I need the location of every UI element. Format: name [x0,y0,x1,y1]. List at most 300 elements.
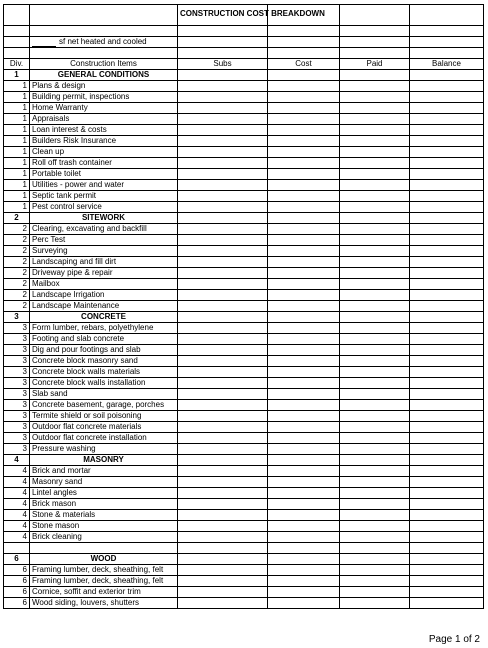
paid-cell[interactable] [340,488,410,499]
balance-cell[interactable] [410,213,484,224]
paid-cell[interactable] [340,136,410,147]
balance-cell[interactable] [410,70,484,81]
sqft-blank[interactable] [32,38,56,47]
subs-cell[interactable] [178,488,268,499]
cost-cell[interactable] [268,279,340,290]
division-number: 3 [4,356,30,367]
table-row [4,235,484,246]
construction-item: Concrete basement, garage, porches [30,400,178,411]
subs-cell[interactable] [178,510,268,521]
division-number: 1 [4,191,30,202]
paid-cell[interactable] [340,598,410,609]
cost-cell[interactable] [268,521,340,532]
construction-item: Loan interest & costs [30,125,178,136]
sqft-field[interactable] [30,37,178,48]
construction-item: Septic tank permit [30,191,178,202]
subs-cell[interactable] [178,279,268,290]
cost-cell[interactable] [268,158,340,169]
construction-item: Dig and pour footings and slab [30,345,178,356]
construction-item: Framing lumber, deck, sheathing, felt [30,565,178,576]
construction-item [30,543,178,554]
header-balance: Balance [410,59,484,70]
table-row [4,268,484,279]
paid-cell[interactable] [340,565,410,576]
cost-cell[interactable] [268,554,340,565]
section-heading: CONCRETE [30,312,178,323]
cost-cell[interactable] [268,323,340,334]
balance-cell[interactable] [410,598,484,609]
paid-cell[interactable] [340,180,410,191]
cost-cell[interactable] [268,345,340,356]
table-row [4,521,484,532]
construction-item: Portable toilet [30,169,178,180]
subs-cell[interactable] [178,466,268,477]
paid-cell[interactable] [340,422,410,433]
table-row [4,301,484,312]
division-number: 1 [4,180,30,191]
construction-item: Landscape Maintenance [30,301,178,312]
cost-cell[interactable] [268,433,340,444]
cost-cell[interactable] [268,543,340,554]
cost-cell[interactable] [268,411,340,422]
division-number: 4 [4,532,30,543]
balance-cell[interactable] [410,389,484,400]
paid-cell[interactable] [340,499,410,510]
construction-item: Framing lumber, deck, sheathing, felt [30,576,178,587]
subs-cell[interactable] [178,543,268,554]
subs-cell[interactable] [178,191,268,202]
construction-item: Building permit, inspections [30,92,178,103]
cost-cell[interactable] [268,378,340,389]
balance-cell[interactable] [410,81,484,92]
paid-cell[interactable] [340,235,410,246]
construction-item: Mailbox [30,279,178,290]
cost-cell[interactable] [268,499,340,510]
balance-cell[interactable] [410,433,484,444]
subs-cell[interactable] [178,411,268,422]
balance-cell[interactable] [410,268,484,279]
subs-cell[interactable] [178,312,268,323]
balance-cell[interactable] [410,444,484,455]
division-number: 1 [4,147,30,158]
construction-item: Concrete block walls materials [30,367,178,378]
paid-cell[interactable] [340,411,410,422]
division-number: 6 [4,576,30,587]
construction-item: Perc Test [30,235,178,246]
cost-cell[interactable] [268,81,340,92]
cost-cell[interactable] [268,356,340,367]
subs-cell[interactable] [178,499,268,510]
paid-cell[interactable] [340,114,410,125]
table-row [4,81,484,92]
paid-cell[interactable] [340,466,410,477]
subs-cell[interactable] [178,345,268,356]
paid-cell[interactable] [340,400,410,411]
sqft-label: sf net heated and cooled [59,37,147,46]
cost-cell[interactable] [268,389,340,400]
table-row [4,158,484,169]
balance-cell[interactable] [410,323,484,334]
construction-item: Outdoor flat concrete materials [30,422,178,433]
cost-cell[interactable] [268,400,340,411]
cost-cell[interactable] [268,224,340,235]
cost-cell[interactable] [268,257,340,268]
cost-cell[interactable] [268,235,340,246]
cost-cell[interactable] [268,367,340,378]
subs-cell[interactable] [178,202,268,213]
construction-item: Stone mason [30,521,178,532]
table-row [4,488,484,499]
cost-cell[interactable] [268,312,340,323]
balance-cell[interactable] [410,312,484,323]
division-number: 1 [4,103,30,114]
paid-cell[interactable] [340,543,410,554]
subs-cell[interactable] [178,565,268,576]
table-row [4,180,484,191]
cost-cell[interactable] [268,334,340,345]
cost-cell[interactable] [268,191,340,202]
balance-cell[interactable] [410,499,484,510]
balance-cell[interactable] [410,246,484,257]
paid-cell[interactable] [340,433,410,444]
section-heading: GENERAL CONDITIONS [30,70,178,81]
cost-cell[interactable] [268,246,340,257]
subs-cell[interactable] [178,81,268,92]
balance-cell[interactable] [410,587,484,598]
balance-cell[interactable] [410,543,484,554]
subs-cell[interactable] [178,521,268,532]
paid-cell[interactable] [340,389,410,400]
balance-cell[interactable] [410,169,484,180]
construction-item: Outdoor flat concrete installation [30,433,178,444]
balance-cell[interactable] [410,202,484,213]
balance-cell[interactable] [410,367,484,378]
division-number: 3 [4,312,30,323]
subs-cell[interactable] [178,125,268,136]
balance-cell[interactable] [410,136,484,147]
balance-cell[interactable] [410,466,484,477]
construction-item: Slab sand [30,389,178,400]
division-number: 3 [4,345,30,356]
division-number: 2 [4,246,30,257]
table-row [4,477,484,488]
subs-cell[interactable] [178,103,268,114]
table-row [4,246,484,257]
subs-cell[interactable] [178,169,268,180]
division-number: 1 [4,202,30,213]
paid-cell[interactable] [340,312,410,323]
cost-cell[interactable] [268,510,340,521]
subs-cell[interactable] [178,92,268,103]
cost-cell[interactable] [268,565,340,576]
balance-cell[interactable] [410,345,484,356]
paid-cell[interactable] [340,378,410,389]
balance-cell[interactable] [410,532,484,543]
subs-cell[interactable] [178,323,268,334]
construction-item: Utilities - power and water [30,180,178,191]
division-number: 3 [4,323,30,334]
spacer-row [4,26,484,37]
paid-cell[interactable] [340,301,410,312]
balance-cell[interactable] [410,92,484,103]
paid-cell[interactable] [340,224,410,235]
balance-cell[interactable] [410,378,484,389]
paid-cell[interactable] [340,268,410,279]
subs-cell[interactable] [178,235,268,246]
division-number: 6 [4,565,30,576]
subs-cell[interactable] [178,587,268,598]
table-row [4,499,484,510]
balance-cell[interactable] [410,334,484,345]
balance-cell[interactable] [410,554,484,565]
balance-cell[interactable] [410,180,484,191]
construction-item: Concrete block masonry sand [30,356,178,367]
paid-cell[interactable] [340,521,410,532]
paid-cell[interactable] [340,279,410,290]
subs-cell[interactable] [178,158,268,169]
section-heading: SITEWORK [30,213,178,224]
paid-cell[interactable] [340,444,410,455]
table-row [4,444,484,455]
cost-cell[interactable] [268,114,340,125]
paid-cell[interactable] [340,290,410,301]
construction-item: Footing and slab concrete [30,334,178,345]
subs-cell[interactable] [178,224,268,235]
paid-cell[interactable] [340,103,410,114]
division-number: 1 [4,92,30,103]
balance-cell[interactable] [410,235,484,246]
cost-cell[interactable] [268,213,340,224]
balance-cell[interactable] [410,510,484,521]
section-row [4,312,484,323]
paid-cell[interactable] [340,202,410,213]
paid-cell[interactable] [340,554,410,565]
subs-cell[interactable] [178,400,268,411]
subs-cell[interactable] [178,554,268,565]
cost-cell[interactable] [268,202,340,213]
cost-cell[interactable] [268,180,340,191]
subs-cell[interactable] [178,356,268,367]
table-row [4,510,484,521]
table-row [4,345,484,356]
balance-cell[interactable] [410,356,484,367]
construction-item: Stone & materials [30,510,178,521]
balance-cell[interactable] [410,565,484,576]
division-number: 3 [4,411,30,422]
paid-cell[interactable] [340,169,410,180]
subs-cell[interactable] [178,70,268,81]
table-row [4,367,484,378]
division-number: 2 [4,257,30,268]
subs-cell[interactable] [178,378,268,389]
cost-cell[interactable] [268,70,340,81]
subs-cell[interactable] [178,246,268,257]
paid-cell[interactable] [340,477,410,488]
division-number: 4 [4,466,30,477]
cost-cell[interactable] [268,466,340,477]
table-row [4,389,484,400]
header-div: Div. [4,59,30,70]
division-number: 2 [4,235,30,246]
cost-cell[interactable] [268,136,340,147]
cost-cell[interactable] [268,532,340,543]
section-row [4,70,484,81]
subs-cell[interactable] [178,576,268,587]
cost-cell[interactable] [268,587,340,598]
cost-breakdown-table [3,4,484,609]
paid-cell[interactable] [340,147,410,158]
paid-cell[interactable] [340,70,410,81]
balance-cell[interactable] [410,147,484,158]
construction-item: Lintel angles [30,488,178,499]
division-number: 1 [4,136,30,147]
subs-cell[interactable] [178,422,268,433]
title-row [4,5,484,26]
paid-cell[interactable] [340,191,410,202]
paid-cell[interactable] [340,367,410,378]
balance-cell[interactable] [410,224,484,235]
division-number: 1 [4,81,30,92]
division-number: 4 [4,455,30,466]
cost-cell[interactable] [268,290,340,301]
balance-cell[interactable] [410,279,484,290]
spacer-row [4,48,484,59]
balance-cell[interactable] [410,301,484,312]
subs-cell[interactable] [178,455,268,466]
subs-cell[interactable] [178,301,268,312]
cost-cell[interactable] [268,444,340,455]
header-cost: Cost [268,59,340,70]
construction-item: Pest control service [30,202,178,213]
table-row [4,422,484,433]
paid-cell[interactable] [340,257,410,268]
balance-cell[interactable] [410,411,484,422]
subs-cell[interactable] [178,114,268,125]
paid-cell[interactable] [340,356,410,367]
division-number: 6 [4,587,30,598]
cost-cell[interactable] [268,268,340,279]
balance-cell[interactable] [410,191,484,202]
cost-cell[interactable] [268,92,340,103]
paid-cell[interactable] [340,576,410,587]
balance-cell[interactable] [410,488,484,499]
table-row [4,323,484,334]
subs-cell[interactable] [178,477,268,488]
subs-cell[interactable] [178,136,268,147]
table-row [4,191,484,202]
cost-cell[interactable] [268,455,340,466]
division-number: 1 [4,125,30,136]
header-paid: Paid [340,59,410,70]
cost-cell[interactable] [268,169,340,180]
subs-cell[interactable] [178,389,268,400]
balance-cell[interactable] [410,576,484,587]
sqft-row [4,37,484,48]
division-number: 3 [4,367,30,378]
balance-cell[interactable] [410,422,484,433]
subs-cell[interactable] [178,268,268,279]
paid-cell[interactable] [340,334,410,345]
paid-cell[interactable] [340,125,410,136]
paid-cell[interactable] [340,345,410,356]
balance-cell[interactable] [410,257,484,268]
paid-cell[interactable] [340,510,410,521]
paid-cell[interactable] [340,587,410,598]
cost-cell[interactable] [268,576,340,587]
header-row [4,59,484,70]
balance-cell[interactable] [410,158,484,169]
construction-item: Pressure washing [30,444,178,455]
construction-item: Masonry sand [30,477,178,488]
table-row [4,466,484,477]
paid-cell[interactable] [340,323,410,334]
subs-cell[interactable] [178,532,268,543]
paid-cell[interactable] [340,158,410,169]
paid-cell[interactable] [340,92,410,103]
division-number: 4 [4,521,30,532]
construction-item: Landscape Irrigation [30,290,178,301]
balance-cell[interactable] [410,114,484,125]
division-number: 1 [4,114,30,125]
paid-cell[interactable] [340,81,410,92]
cost-cell[interactable] [268,301,340,312]
subs-cell[interactable] [178,598,268,609]
header-subs: Subs [178,59,268,70]
balance-cell[interactable] [410,290,484,301]
section-heading: MASONRY [30,455,178,466]
balance-cell[interactable] [410,400,484,411]
balance-cell[interactable] [410,477,484,488]
balance-cell[interactable] [410,521,484,532]
paid-cell[interactable] [340,455,410,466]
division-number: 6 [4,598,30,609]
table-row [4,378,484,389]
subs-cell[interactable] [178,257,268,268]
paid-cell[interactable] [340,213,410,224]
division-number: 2 [4,213,30,224]
subs-cell[interactable] [178,213,268,224]
cost-cell[interactable] [268,477,340,488]
subs-cell[interactable] [178,367,268,378]
subs-cell[interactable] [178,290,268,301]
construction-item: Appraisals [30,114,178,125]
construction-item: Concrete block walls installation [30,378,178,389]
cost-cell[interactable] [268,488,340,499]
table-row [4,202,484,213]
cost-cell[interactable] [268,422,340,433]
division-number: 3 [4,389,30,400]
construction-item: Home Warranty [30,103,178,114]
construction-item: Termite shield or soil poisoning [30,411,178,422]
balance-cell[interactable] [410,103,484,114]
subs-cell[interactable] [178,444,268,455]
paid-cell[interactable] [340,246,410,257]
division-number: 3 [4,400,30,411]
table-row [4,114,484,125]
subs-cell[interactable] [178,147,268,158]
paid-cell[interactable] [340,532,410,543]
balance-cell[interactable] [410,125,484,136]
subs-cell[interactable] [178,334,268,345]
cost-cell[interactable] [268,147,340,158]
subs-cell[interactable] [178,433,268,444]
balance-cell[interactable] [410,455,484,466]
cost-cell[interactable] [268,598,340,609]
subs-cell[interactable] [178,180,268,191]
cost-cell[interactable] [268,125,340,136]
cost-cell[interactable] [268,103,340,114]
construction-item: Driveway pipe & repair [30,268,178,279]
